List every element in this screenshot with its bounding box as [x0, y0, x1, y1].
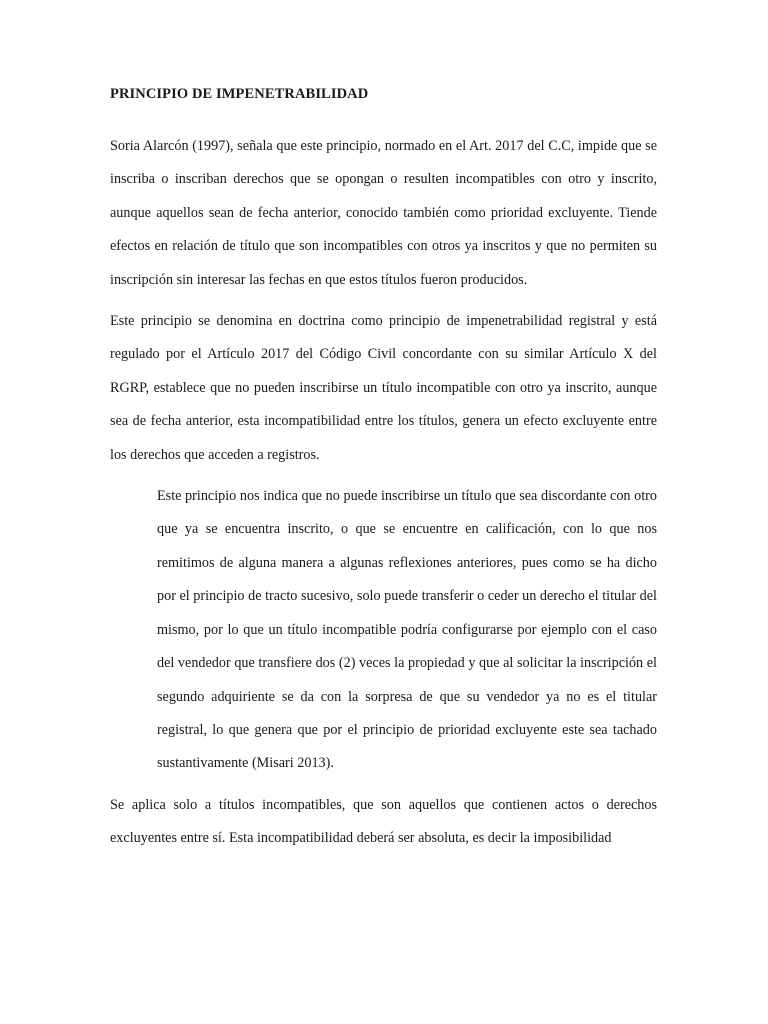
paragraph-doctrina: Este principio se denomina en doctrina como principio de impenetrabilidad registral y está regulado por el Artículo 2017 del Código Civil concordante con su similar Artículo X del RGRP, establece que no pueden inscribirse un título incompatible con otro ya inscrito, aunque sea de fecha anterior, esta incompatibilidad entre los títulos, genera un efecto excluyente entre los derechos que acceden a registros. [110, 313, 657, 463]
section-heading: PRINCIPIO DE IMPENETRABILIDAD [110, 86, 369, 102]
paragraph-titulos-incompatibles: Se aplica solo a títulos incompatibles, que son aquellos que contienen actos o derechos excluyentes entre sí. Esta incompatibilidad deberá ser absoluta, es decir la imposibilidad [110, 796, 657, 847]
block-quote-misari: Este principio nos indica que no puede inscribirse un título que sea discordante con otro que ya se encuentra inscrito, o que se encuentre en calificación, con lo que nos remitimos de alguna manera a algunas reflexiones anteriores, pues como se ha dicho por el principio de tracto sucesivo, solo puede transferir o ceder un derecho el titular del mismo, por lo que un título incompatible podría configurarse por ejemplo con el caso del vendedor que transfiere dos (2) veces la propiedad y que al solicitar la inscripción el segundo adquiriente se da con la sorpresa de que su vendedor ya no es el titular registral, lo que genera que por el principio de prioridad excluyente este sea tachado sustantivamente (Misari 2013). [157, 488, 657, 772]
paragraph-soria-alarcon: Soria Alarcón (1997), señala que este principio, normado en el Art. 2017 del C.C, impide que se inscriba o inscriban derechos que se opongan o resulten incompatibles con otro y inscrito, aunque aquellos sean de fecha anterior, conocido también como prioridad excluyente. Tiende efectos en relación de título que son incompatibles con otros ya inscritos y que no permiten su inscripción sin interesar las fechas en que estos títulos fueron producidos. [110, 138, 657, 288]
document-page [110, 84, 657, 864]
